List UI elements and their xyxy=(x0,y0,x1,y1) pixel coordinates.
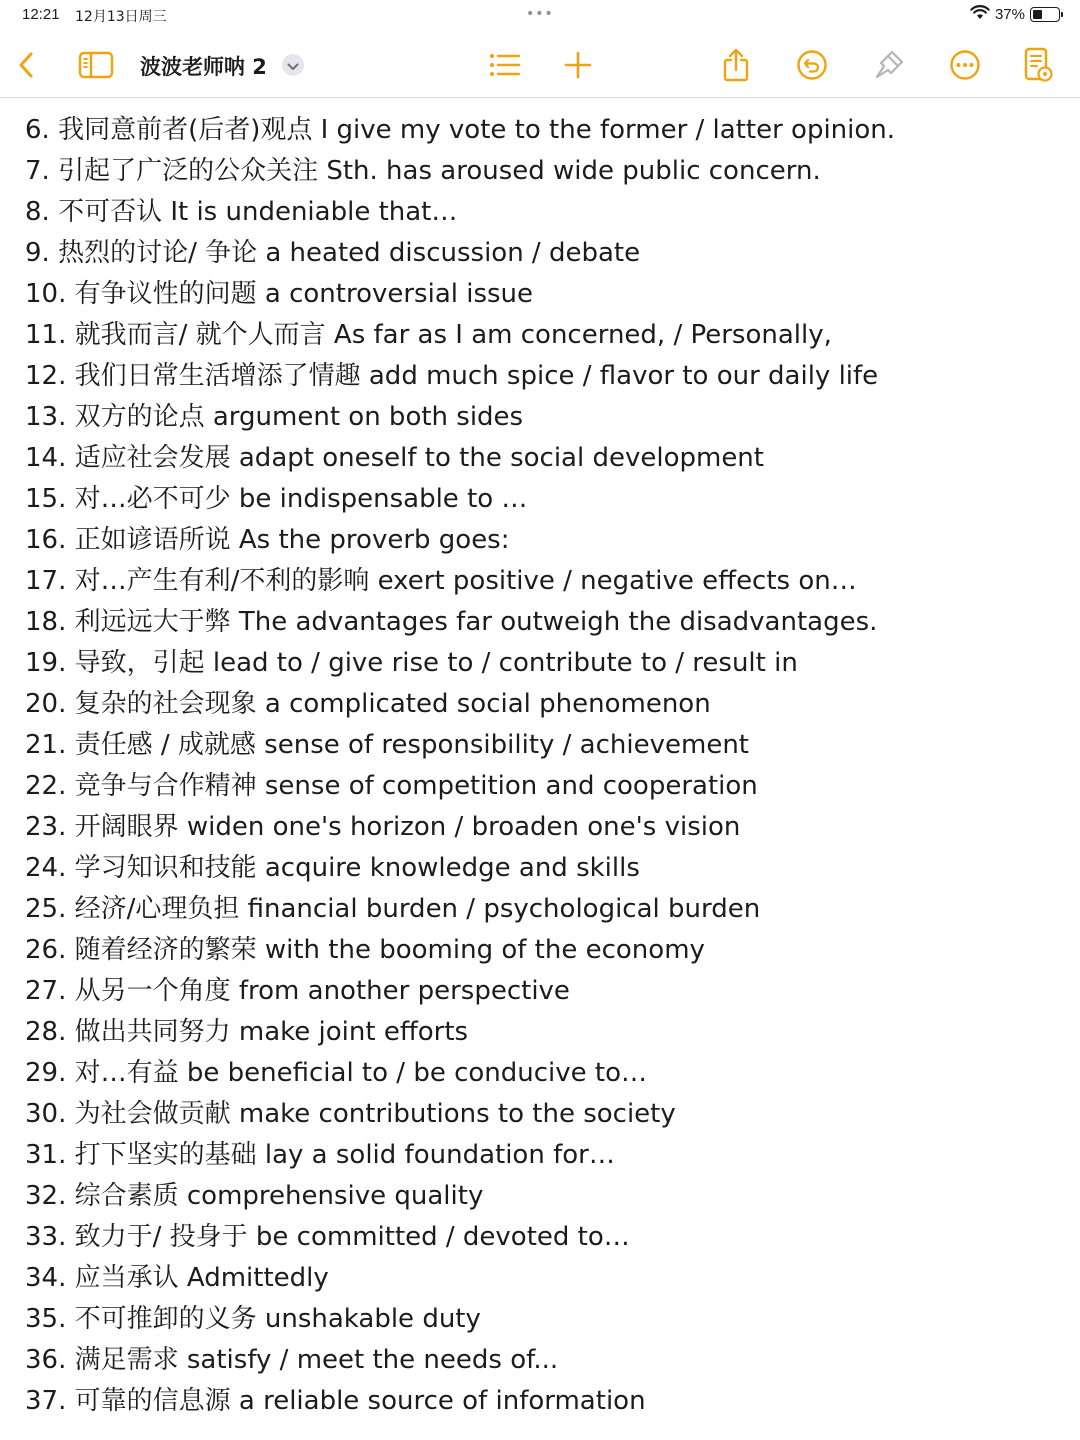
note-line[interactable]: 8. 不可否认 It is undeniable that… xyxy=(25,197,458,227)
markup-button[interactable] xyxy=(869,45,909,85)
note-line[interactable]: 34. 应当承认 Admittedly xyxy=(25,1263,329,1293)
plus-icon xyxy=(564,51,592,79)
note-line[interactable]: 24. 学习知识和技能 acquire knowledge and skills xyxy=(25,853,640,883)
title-menu-button[interactable] xyxy=(282,54,304,76)
share-icon xyxy=(721,48,751,82)
undo-button[interactable] xyxy=(792,45,832,85)
chevron-left-icon xyxy=(16,51,36,79)
status-indicators xyxy=(970,5,1060,24)
pen-icon xyxy=(873,49,905,81)
back-button[interactable] xyxy=(6,45,46,85)
note-line[interactable]: 16. 正如谚语所说 As the proverb goes: xyxy=(25,525,510,555)
add-button[interactable] xyxy=(558,45,598,85)
battery-icon xyxy=(1030,7,1060,22)
note-line[interactable]: 14. 适应社会发展 adapt oneself to the social development xyxy=(25,443,764,473)
note-line[interactable]: 12. 我们日常生活增添了情趣 add much spice / flavor to our daily life xyxy=(25,361,879,391)
status-time: 12:21 xyxy=(22,6,60,23)
status-date: 12月13日周三 xyxy=(75,9,167,25)
note-line[interactable]: 23. 开阔眼界 widen one's horizon / broaden one's vision xyxy=(25,812,741,842)
note-line[interactable]: 29. 对…有益 be beneficial to / be conducive to… xyxy=(25,1058,648,1088)
sidebar-icon xyxy=(78,51,114,79)
note-body[interactable] xyxy=(25,110,1065,1422)
note-line[interactable]: 26. 随着经济的繁荣 with the booming of the economy xyxy=(25,935,705,965)
note-line[interactable]: 27. 从另一个角度 from another perspective xyxy=(25,976,570,1006)
note-line[interactable]: 18. 利远远大于弊 The advantages far outweigh the disadvantages. xyxy=(25,607,878,637)
note-line[interactable]: 25. 经济/心理负担 financial burden / psychological burden xyxy=(25,894,761,924)
note-line[interactable]: 6. 我同意前者(后者)观点 I give my vote to the former / latter opinion. xyxy=(25,115,896,145)
more-icon xyxy=(949,49,981,81)
more-button[interactable] xyxy=(945,45,985,85)
sidebar-toggle-button[interactable] xyxy=(76,45,116,85)
battery-level xyxy=(1033,10,1042,19)
wifi-icon xyxy=(970,5,990,24)
note-title[interactable]: 波波老师呐 2 xyxy=(140,55,267,79)
note-line[interactable]: 32. 综合素质 comprehensive quality xyxy=(25,1181,484,1211)
note-line[interactable]: 28. 做出共同努力 make joint efforts xyxy=(25,1017,469,1047)
note-line[interactable]: 17. 对…产生有利/不利的影响 exert positive / negative effects on… xyxy=(25,566,857,596)
note-line[interactable]: 15. 对…必不可少 be indispensable to … xyxy=(25,484,528,514)
notes-icon xyxy=(1022,47,1054,83)
battery-percent: 37% xyxy=(994,6,1025,23)
note-line[interactable]: 21. 责任感 / 成就感 sense of responsibility / achievement xyxy=(25,730,749,760)
note-line[interactable]: 7. 引起了广泛的公众关注 Sth. has aroused wide public concern. xyxy=(25,156,821,186)
note-line[interactable]: 20. 复杂的社会现象 a complicated social phenomenon xyxy=(25,689,711,719)
note-line[interactable]: 10. 有争议性的问题 a controversial issue xyxy=(25,279,534,309)
notes-toolbar xyxy=(0,32,1080,98)
status-bar xyxy=(0,0,1080,32)
undo-icon xyxy=(796,49,828,81)
compose-button[interactable] xyxy=(1018,45,1058,85)
note-line[interactable]: 36. 满足需求 satisfy / meet the needs of... xyxy=(25,1345,559,1375)
chevron-down-icon xyxy=(287,56,299,75)
note-line[interactable]: 37. 可靠的信息源 a reliable source of information xyxy=(25,1386,646,1416)
note-line[interactable]: 13. 双方的论点 argument on both sides xyxy=(25,402,524,432)
note-line[interactable]: 9. 热烈的讨论/ 争论 a heated discussion / debate xyxy=(25,238,641,268)
note-line[interactable]: 30. 为社会做贡献 make contributions to the society xyxy=(25,1099,676,1129)
note-line[interactable]: 22. 竞争与合作精神 sense of competition and cooperation xyxy=(25,771,758,801)
note-line[interactable]: 33. 致力于/ 投身于 be committed / devoted to… xyxy=(25,1222,630,1252)
note-line[interactable]: 19. 导致，引起 lead to / give rise to / contribute to / result in xyxy=(25,648,798,678)
list-icon xyxy=(489,53,521,77)
share-button[interactable] xyxy=(716,45,756,85)
multitasking-dots[interactable]: ••• xyxy=(526,6,554,22)
note-line[interactable]: 35. 不可推卸的义务 unshakable duty xyxy=(25,1304,481,1334)
note-line[interactable]: 31. 打下坚实的基础 lay a solid foundation for… xyxy=(25,1140,615,1170)
checklist-button[interactable] xyxy=(485,45,525,85)
note-line[interactable]: 11. 就我而言/ 就个人而言 As far as I am concerned, / Personally, xyxy=(25,320,832,350)
